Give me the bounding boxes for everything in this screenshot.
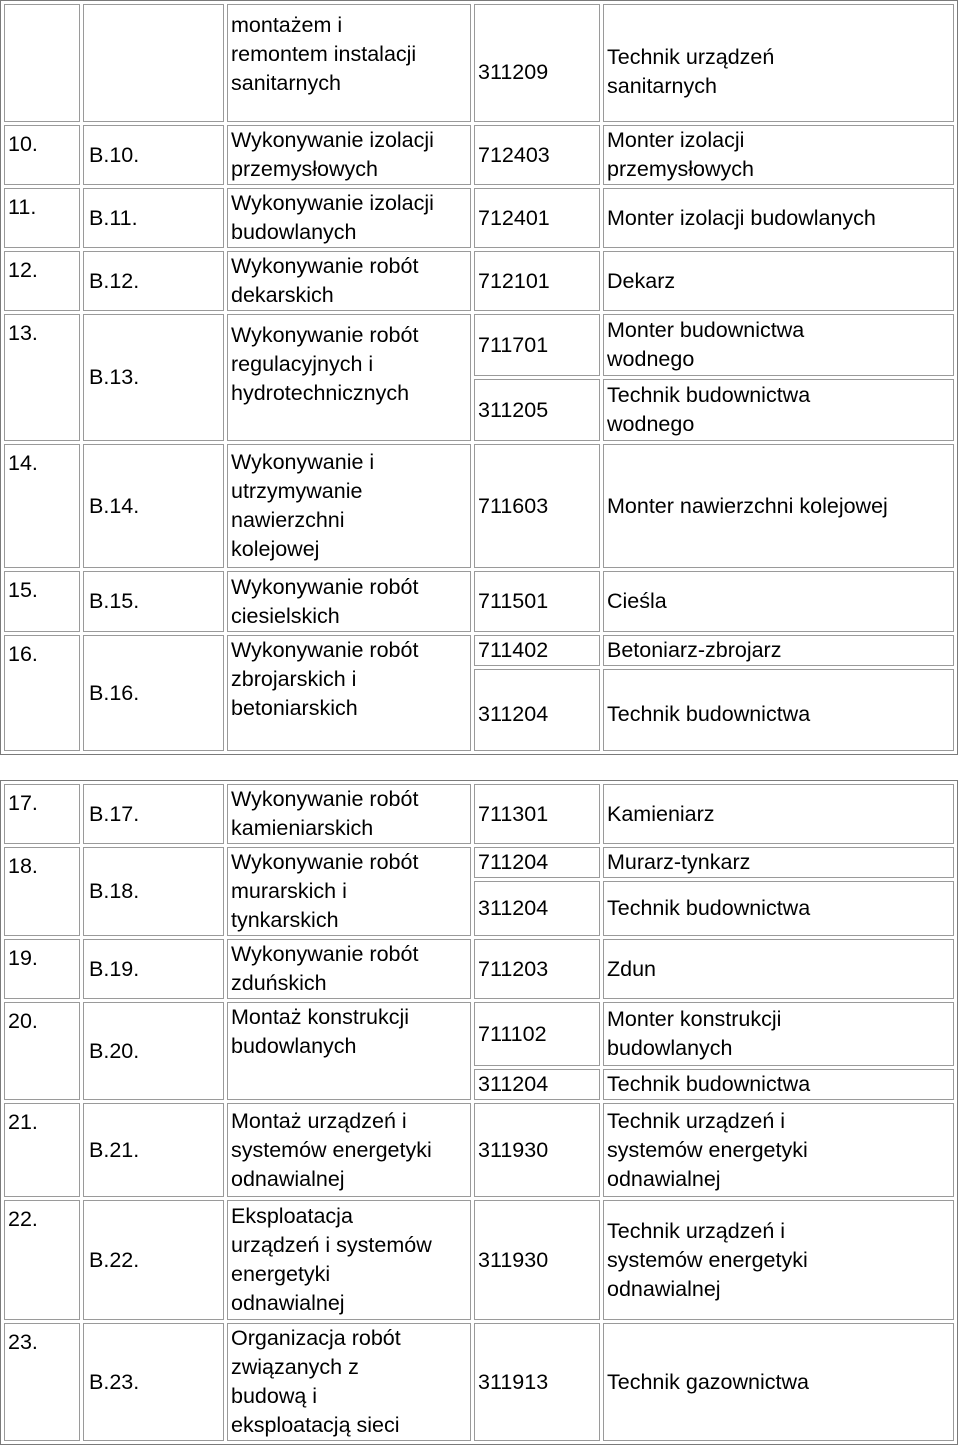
table-row [4,1200,954,1320]
qualification-name-cell: Montaż urządzeń i systemów energetyki odnawialnej [227,1103,471,1197]
table-row [4,571,954,632]
profession-name-cell: Technik urządzeń i systemów energetyki odnawialnej [603,1200,954,1320]
qualification-name-cell: Organizacja robót związanych z budową i eksploatacją sieci [227,1323,471,1441]
profession-code-cell: 711501 [474,571,600,632]
profession-name-cell: Technik budownictwa [603,669,954,751]
profession-name-cell: Technik budownictwa [603,1069,954,1100]
profession-name-cell: Technik urządzeń sanitarnych [603,4,954,122]
profession-code-cell: 712403 [474,125,600,185]
row-number: 11. [4,188,80,248]
row-number: 18. [4,847,80,936]
row-number: 15. [4,571,80,632]
profession-code-cell: 311204 [474,881,600,936]
qualification-symbol: B.10. [83,125,224,185]
qualification-symbol: B.22. [83,1200,224,1320]
profession-code-cell: 712401 [474,188,600,248]
qualification-name-cell: montażem i remontem instalacji sanitarnych [227,4,471,122]
row-number: 13. [4,314,80,441]
qualification-symbol: B.16. [83,635,224,751]
table-row [4,1002,954,1066]
qualification-symbol: B.14. [83,444,224,568]
row-number: 19. [4,939,80,999]
table-row [4,188,954,248]
qualification-name-cell: Montaż konstrukcji budowlanych [227,1002,471,1100]
profession-name-cell: Betoniarz-zbrojarz [603,635,954,666]
qualification-name-cell: Wykonywanie robót kamieniarskich [227,784,471,844]
profession-code-cell: 711301 [474,784,600,844]
row-number: 21. [4,1103,80,1197]
profession-code-cell: 311204 [474,669,600,751]
qualification-symbol: B.11. [83,188,224,248]
qualification-name-cell: Wykonywanie robót regulacyjnych i hydrotechnicznych [227,314,471,441]
qualification-symbol: B.20. [83,1002,224,1100]
qualification-symbol: B.13. [83,314,224,441]
profession-name-cell: Dekarz [603,251,954,311]
table-row [4,251,954,311]
profession-code-cell: 311204 [474,1069,600,1100]
qualification-name-cell: Wykonywanie robót ciesielskich [227,571,471,632]
table-row [4,4,954,122]
qualification-symbol: B.23. [83,1323,224,1441]
row-number: 12. [4,251,80,311]
row-number: 22. [4,1200,80,1320]
table-row [4,314,954,376]
table-row [4,1103,954,1197]
row-number: 14. [4,444,80,568]
table-row [4,847,954,878]
qualification-symbol: B.12. [83,251,224,311]
table-row [4,635,954,666]
qualification-symbol: B.19. [83,939,224,999]
profession-code-cell: 311205 [474,379,600,441]
table-row [4,125,954,185]
qualification-symbol: B.18. [83,847,224,936]
row-number: 10. [4,125,80,185]
profession-name-cell: Murarz-tynkarz [603,847,954,878]
profession-name-cell: Monter budownictwa wodnego [603,314,954,376]
row-number: 16. [4,635,80,751]
profession-code-cell: 311913 [474,1323,600,1441]
table-row [4,1323,954,1441]
profession-name-cell: Monter izolacji przemysłowych [603,125,954,185]
qualification-name-cell: Wykonywanie robót zbrojarskich i betoniarskich [227,635,471,751]
qualification-name-cell: Wykonywanie robót zduńskich [227,939,471,999]
profession-name-cell: Zdun [603,939,954,999]
profession-name-cell: Monter konstrukcji budowlanych [603,1002,954,1066]
table-row [4,939,954,999]
qualification-symbol: B.21. [83,1103,224,1197]
profession-name-cell: Monter izolacji budowlanych [603,188,954,248]
profession-name-cell: Technik urządzeń i systemów energetyki odnawialnej [603,1103,954,1197]
profession-code-cell: 311209 [474,4,600,122]
qualification-name-cell: Eksploatacja urządzeń i systemów energetyki odnawialnej [227,1200,471,1320]
profession-name-cell: Monter nawierzchni kolejowej [603,444,954,568]
profession-code-cell: 711701 [474,314,600,376]
profession-code-cell: 711603 [474,444,600,568]
profession-code-cell: 711203 [474,939,600,999]
profession-name-cell: Technik budownictwa [603,881,954,936]
profession-name-cell: Cieśla [603,571,954,632]
row-number: 17. [4,784,80,844]
row-number: 20. [4,1002,80,1100]
qualifications-table-part-2 [0,780,958,1445]
profession-code-cell: 311930 [474,1200,600,1320]
profession-name-cell: Technik budownictwa wodnego [603,379,954,441]
profession-name-cell: Kamieniarz [603,784,954,844]
qualification-name-cell: Wykonywanie robót dekarskich [227,251,471,311]
row-number: 23. [4,1323,80,1441]
empty-cell [83,4,224,122]
profession-code-cell: 711204 [474,847,600,878]
qualification-name-cell: Wykonywanie i utrzymywanie nawierzchni kolejowej [227,444,471,568]
qualification-name-cell: Wykonywanie izolacji budowlanych [227,188,471,248]
profession-code-cell: 711102 [474,1002,600,1066]
qualification-name-cell: Wykonywanie robót murarskich i tynkarskich [227,847,471,936]
profession-code-cell: 311930 [474,1103,600,1197]
empty-cell [4,4,80,122]
qualification-symbol: B.17. [83,784,224,844]
table-row [4,784,954,844]
qualification-name-cell: Wykonywanie izolacji przemysłowych [227,125,471,185]
table-row [4,444,954,568]
qualification-symbol: B.15. [83,571,224,632]
profession-code-cell: 712101 [474,251,600,311]
profession-code-cell: 711402 [474,635,600,666]
profession-name-cell: Technik gazownictwa [603,1323,954,1441]
